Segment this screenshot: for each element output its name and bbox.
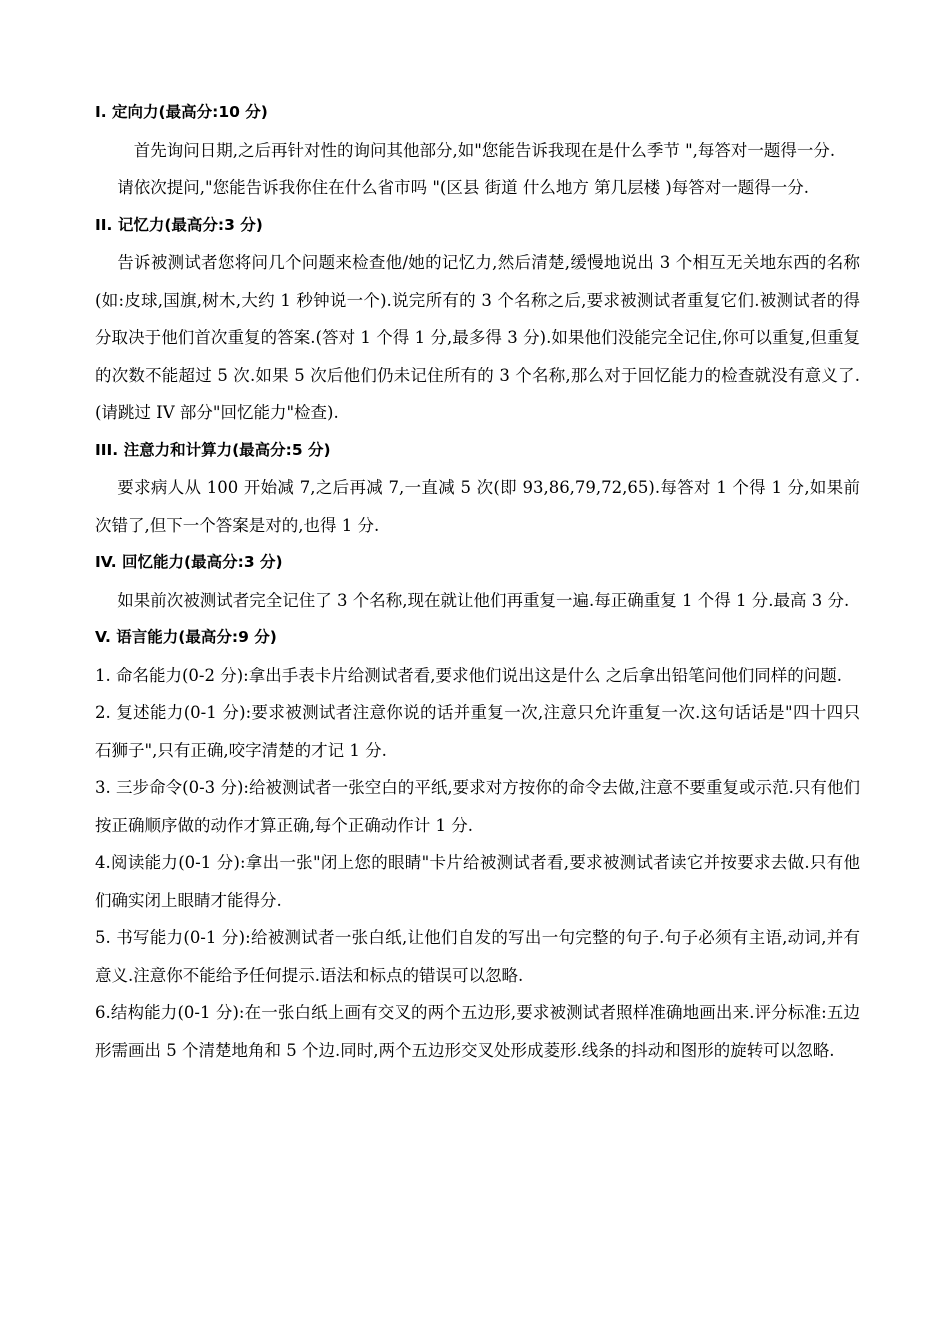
list-item: 6.结构能力(0-1 分):在一张白纸上画有交叉的两个五边形,要求被测试者照样准确地画出来.评分标准:五边形需画出 5 个清楚地角和 5 个边.同时,两个五边形交叉处形成菱形.线条的抖动和图形的旋转可以忽略.	[95, 1003, 860, 1060]
section-language	[95, 619, 860, 1069]
section-attention-calculation	[95, 432, 860, 545]
section-heading: IV. 回忆能力(最高分:3 分)	[95, 553, 283, 571]
paragraph: 如果前次被测试者完全记住了 3 个名称,现在就让他们再重复一遍.每正确重复 1 个得 1 分.最高 3 分.	[117, 590, 850, 610]
list-item: 3. 三步命令(0-3 分):给被测试者一张空白的平纸,要求对方按你的命令去做,注意不要重复或示范.只有他们按正确顺序做的动作才算正确,每个正确动作计 1 分.	[95, 778, 860, 835]
paragraph: 要求病人从 100 开始减 7,之后再减 7,一直减 5 次(即 93,86,79,72,65).每答对 1 个得 1 分,如果前次错了,但下一个答案是对的,也得 1 分.	[95, 478, 860, 535]
list-item: 1. 命名能力(0-2 分):拿出手表卡片给测试者看,要求他们说出这是什么 之后拿出铅笔问他们同样的问题.	[95, 665, 842, 685]
section-memory	[95, 207, 860, 432]
list-item: 5. 书写能力(0-1 分):给被测试者一张白纸,让他们自发的写出一句完整的句子.句子必须有主语,动词,并有意义.注意你不能给予任何提示.语法和标点的错误可以忽略.	[95, 928, 860, 985]
document-body	[95, 94, 860, 1069]
section-heading: II. 记忆力(最高分:3 分)	[95, 215, 263, 234]
section-orientation	[95, 94, 860, 207]
list-item: 4.阅读能力(0-1 分):拿出一张"闭上您的眼睛"卡片给被测试者看,要求被测试者读它并按要求去做.只有他们确实闭上眼睛才能得分.	[95, 853, 860, 910]
paragraph: 请依次提问,"您能告诉我你住在什么省市吗 "(区县 街道 什么地方 第几层楼 )每答对一题得一分.	[117, 178, 810, 197]
list-item: 2. 复述能力(0-1 分):要求被测试者注意你说的话并重复一次,注意只允许重复一次.这句话话是"四十四只石狮子",只有正确,咬字清楚的才记 1 分.	[95, 703, 860, 760]
section-heading: V. 语言能力(最高分:9 分)	[95, 628, 277, 646]
paragraph: 首先询问日期,之后再针对性的询问其他部分,如"您能告诉我现在是什么季节 ",每答对一题得一分.	[133, 140, 836, 160]
section-heading: I. 定向力(最高分:10 分)	[95, 103, 268, 121]
paragraph: 告诉被测试者您将问几个问题来检查他/她的记忆力,然后清楚,缓慢地说出 3 个相互无关地东西的名称(如:皮球,国旗,树木,大约 1 秒钟说一个).说完所有的 3 个名称之后,要求被测试者重复它们.被测试者的得分取决于他们首次重复的答案.(答对 1 个得 1 分,最多得 3 分).如果他们没能完全记住,你可以重复,但重复的次数不能超过 5 次.如果 5 次后他们仍未记住所有的 3 个名称,那么对于回忆能力的检查就没有意义了.(请跳过 IV 部分"回忆能力"检查).	[95, 253, 860, 422]
section-recall	[95, 544, 860, 619]
section-heading: III. 注意力和计算力(最高分:5 分)	[95, 440, 331, 459]
